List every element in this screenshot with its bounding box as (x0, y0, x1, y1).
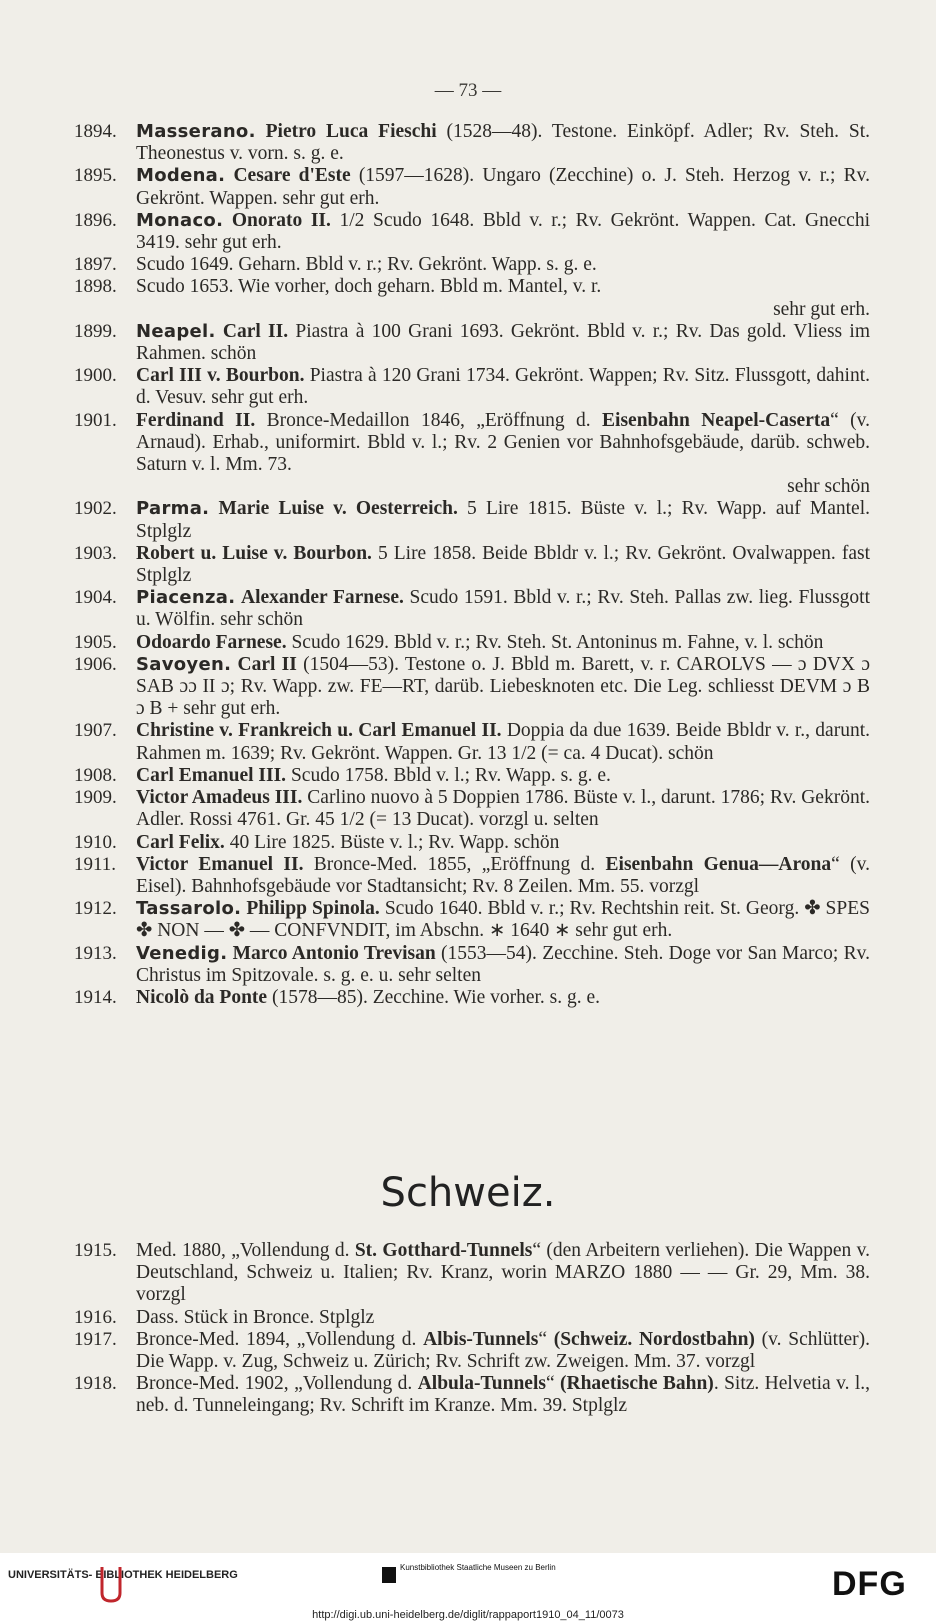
entry-fragment (223, 210, 232, 231)
catalog-entry (0, 276, 936, 320)
entry-number: 1894. (74, 121, 117, 142)
grade-note: sehr gut erh. (773, 298, 870, 320)
ruler-name: Marie Luise v. Oesterreich. (218, 498, 458, 520)
ruler-name: Alexander Farnese. (241, 587, 404, 609)
entry-fragment: Scudo 1649. Geharn. Bbld v. r.; Rv. Gekrönt. Wapp. s. g. e. (136, 254, 597, 276)
ruler-name: Pietro Luca Fieschi (265, 121, 437, 142)
entry-text (136, 765, 870, 787)
catalog-entry (0, 1373, 936, 1417)
entry-text (136, 654, 870, 721)
ruler-name: Victor Amadeus III. (136, 787, 303, 809)
entry-text (136, 832, 870, 854)
entry-number: 1900. (74, 365, 117, 387)
entry-text (136, 1373, 870, 1417)
catalog-entry (0, 898, 936, 942)
ruler-name: Nicolò da Ponte (136, 986, 268, 1008)
entry-fragment: Bronce-Med. 1855, „Eröffnung d. (303, 853, 606, 875)
ruler-name: Ferdinand II. (136, 409, 256, 431)
entry-fragment: (1597—1628). Ungaro (Zecchine) o. J. Steh. Herzog v. r.; Rv. Gekrönt. Wappen. sehr gut erh. (136, 165, 871, 209)
ruler-name: (Rhaetische Bahn) (560, 1373, 714, 1395)
catalog-entries-schweiz (0, 1240, 936, 1418)
ruler-name: Victor Emanuel II. (136, 853, 304, 875)
entry-text (136, 587, 870, 631)
catalog-entries (0, 121, 936, 1009)
source-url[interactable]: http://digi.ub.uni-heidelberg.de/diglit/rappaport1910_04_11/0073 (312, 1609, 624, 1621)
entry-text (136, 987, 870, 1009)
ruler-name: St. Gotthard-Tunnels (354, 1240, 533, 1261)
entry-fragment: Scudo 1640. Bbld v. r.; Rv. Rechtshin reit. St. Georg. ✤ SPES ✤ NON — ✤ — CONFVNDIT, im Abschn. ∗ 1640 ∗ sehr gut erh. (136, 898, 871, 942)
ruler-name: Robert u. Luise v. Bourbon. (136, 542, 372, 564)
entry-number: 1907. (74, 720, 117, 742)
entry-fragment: 5 Lire 1858. Beide Bbldr v. l.; Rv. Gekrönt. Ovalwappen. fast Stplglz (136, 542, 870, 587)
entry-number: 1895. (74, 165, 117, 187)
entry-number: 1915. (74, 1240, 117, 1261)
entry-fragment (256, 121, 266, 142)
entry-text (136, 720, 870, 764)
place-name: Modena. (136, 165, 226, 187)
entry-fragment: “ (v. Eisel). Bahnhofsgebäude vor Stadtansicht; Rv. 8 Zeilen. Mm. 55. vorzgl (136, 853, 870, 897)
entry-fragment: Piastra à 120 Grani 1734. Gekrönt. Wappen; Rv. Sitz. Flussgott, dahint. d. Vesuv. sehr gut erh. (136, 365, 870, 409)
university-mark-icon (96, 1563, 126, 1603)
entry-fragment: Bronce-Medaillon 1846, „Eröffnung d. (255, 409, 603, 431)
entry-text (136, 1307, 870, 1329)
ruler-name: (Schweiz. Nordostbahn) (553, 1328, 755, 1350)
entry-number: 1909. (74, 787, 117, 809)
ruler-name: Onorato II. (231, 209, 331, 231)
entry-fragment: 1/2 Scudo 1648. Bbld v. r.; Rv. Gekrönt. Wappen. Cat. Gnecchi 3419. sehr gut erh. (136, 209, 870, 254)
catalog-entry (0, 165, 936, 209)
ruler-name: Carl Emanuel III. (136, 764, 287, 786)
entry-number: 1902. (74, 498, 117, 520)
entry-text (136, 165, 870, 209)
ruler-name: Carl II. (222, 320, 289, 342)
catalog-entry (0, 654, 936, 721)
place-name: Masserano. (136, 121, 256, 142)
entry-fragment: . Sitz. Helvetia v. l., neb. d. Tunneleingang; Rv. Schrift im Kranze. Mm. 39. Stplglz (136, 1373, 871, 1417)
entry-fragment: 40 Lire 1825. Büste v. l.; Rv. Wapp. schön (224, 831, 560, 853)
catalog-entry (0, 498, 936, 542)
entry-fragment: Doppia da due 1639. Beide Bbldr v. r., darunt. Rahmen m. 1639; Rv. Gekrönt. Wappen. Gr. 13 1/2 (= ca. 4 Ducat). schön (136, 720, 871, 764)
catalog-entry (0, 943, 936, 987)
catalog-entry (0, 854, 936, 898)
entry-fragment: Carlino nuovo à 5 Doppien 1786. Büste v. l., darunt. 1786; Rv. Gekrönt. Adler. Rossi 4761. Gr. 45 1/2 (= 13 Ducat). vorzgl u. selten (136, 787, 870, 831)
grade-note: sehr schön (787, 476, 870, 498)
place-name: Venedig. (136, 942, 228, 964)
entry-number: 1906. (74, 653, 117, 675)
entry-number: 1912. (74, 898, 117, 920)
catalog-entry (0, 832, 936, 854)
entry-fragment: (v. Schlütter). Die Wapp. v. Zug, Schweiz u. Zürich; Rv. Schrift zw. Zweigen. Mm. 37. vorzgl (136, 1328, 871, 1373)
entry-number: 1903. (74, 542, 117, 564)
ruler-name: Albula-Tunnels (417, 1373, 546, 1395)
entry-number: 1911. (74, 853, 117, 875)
entry-fragment: Piastra à 100 Grani 1693. Gekrönt. Bbld v. r.; Rv. Das gold. Vliess im Rahmen. schön (136, 320, 870, 365)
entry-fragment: Bronce-Med. 1902, „Vollendung d. (136, 1373, 418, 1395)
entry-number: 1908. (74, 764, 117, 786)
entry-fragment: 5 Lire 1815. Büste v. l.; Rv. Wapp. auf Mantel. Stplglz (136, 498, 870, 542)
place-name: Monaco. (136, 209, 224, 231)
place-name: Tassarolo. (136, 898, 242, 920)
entry-fragment: “ (545, 1373, 560, 1395)
entry-number: 1910. (74, 831, 117, 853)
university-library-logo: UNIVERSITÄTS- BIBLIOTHEK HEIDELBERG (8, 1569, 238, 1581)
entry-fragment: Scudo 1758. Bbld v. l.; Rv. Wapp. s. g. e. (286, 764, 611, 786)
entry-text (136, 787, 870, 831)
entry-fragment: (1528—48). Testone. Einköpf. Adler; Rv. Steh. St. Theonestus v. vorn. s. g. e. (136, 121, 870, 165)
entry-number: 1899. (74, 320, 117, 342)
catalog-entry (0, 121, 936, 165)
place-name: Piacenza. (136, 587, 236, 609)
entry-text (136, 254, 870, 276)
ruler-name: Eisenbahn Genua—Arona (605, 853, 832, 875)
ruler-name: Odoardo Farnese. (136, 631, 287, 653)
entry-fragment (216, 321, 223, 342)
ruler-name: Eisenbahn Neapel-Caserta (602, 409, 831, 431)
entry-fragment: Scudo 1653. Wie vorher, doch geharn. Bbld m. Mantel, v. r. (136, 276, 602, 298)
section-heading: Schweiz. (380, 1170, 556, 1216)
catalog-entry (0, 321, 936, 365)
entry-fragment: Med. 1880, „Vollendung d. (136, 1240, 355, 1261)
catalog-entry (0, 254, 936, 276)
kunstbibliothek-logo: Kunstbibliothek Staatliche Museen zu Berlin (400, 1563, 556, 1572)
page-number: — 73 — (434, 80, 502, 101)
entry-text (136, 321, 870, 365)
ruler-name: Christine v. Frankreich u. Carl Emanuel II. (136, 720, 502, 742)
entry-number: 1901. (74, 409, 117, 431)
entry-number: 1916. (74, 1306, 117, 1328)
entry-fragment: (1553—54). Zecchine. Steh. Doge vor San Marco; Rv. Christus im Spitzovale. s. g. e. u. sehr selten (136, 942, 870, 986)
dfg-logo: DFG (832, 1565, 907, 1603)
entry-text (136, 1329, 870, 1373)
entry-number: 1905. (74, 631, 117, 653)
catalog-entry (0, 1240, 936, 1307)
entry-fragment: Scudo 1591. Bbld v. r.; Rv. Steh. Pallas zw. lieg. Flussgott u. Wölfin. sehr schön (136, 587, 870, 631)
entry-text (136, 410, 870, 499)
entry-number: 1917. (74, 1328, 117, 1350)
entry-text (136, 365, 870, 409)
catalog-entry (0, 720, 936, 764)
catalog-entry (0, 1307, 936, 1329)
entry-number: 1918. (74, 1373, 117, 1395)
entry-text (136, 121, 870, 165)
catalog-entry (0, 787, 936, 831)
entry-text (136, 543, 870, 587)
entry-number: 1904. (74, 587, 117, 609)
catalog-entry (0, 1329, 936, 1373)
entry-text (136, 276, 870, 320)
place-name: Neapel. (136, 320, 216, 342)
entry-text (136, 210, 870, 254)
catalog-entry (0, 987, 936, 1009)
entry-number: 1897. (74, 254, 117, 276)
ruler-name: Cesare d'Este (233, 165, 351, 187)
entry-number: 1896. (74, 209, 117, 231)
entry-text (136, 943, 870, 987)
ruler-name: Albis-Tunnels (423, 1328, 539, 1350)
ruler-name: Marco Antonio Trevisan (232, 942, 436, 964)
entry-number: 1913. (74, 942, 117, 964)
entry-text (136, 898, 870, 942)
entry-number: 1898. (74, 276, 117, 298)
ruler-name: Philipp Spinola. (246, 898, 380, 920)
catalog-entry (0, 365, 936, 409)
catalog-entry (0, 632, 936, 654)
footer-bar (0, 1553, 936, 1623)
catalog-entry (0, 410, 936, 499)
catalog-entry (0, 210, 936, 254)
kunstbibliothek-mark-icon (382, 1567, 396, 1583)
entry-fragment: “ (den Arbeitern verliehen). Die Wappen v. Deutschland, Schweiz u. Italien; Rv. Kranz, worin MARZO 1880 — — Gr. 29, Mm. 38. vorzgl (136, 1240, 870, 1306)
entry-fragment: “ (v. Arnaud). Erhab., uniformirt. Bbld v. l.; Rv. 2 Genien vor Bahnhofsgebäude, darüb. schweb. Saturn v. l. Mm. 73. (136, 409, 871, 476)
entry-text (136, 632, 870, 654)
place-name: Savoyen. (136, 653, 232, 675)
catalog-entry (0, 587, 936, 631)
ruler-name: Carl II (237, 653, 297, 675)
ruler-name: Carl Felix. (136, 831, 225, 853)
ruler-name: Carl III v. Bourbon. (136, 365, 305, 387)
entry-fragment: (1504—53). Testone o. J. Bbld m. Barett, v. r. CAROLVS — ɔ DVX ɔ SAB ɔɔ II ɔ; Rv. Wapp. zw. FE—RT, darüb. Liebesknoten etc. Die Leg. schliesst DEVM ɔ B ɔ B + sehr gut erh. (136, 653, 871, 720)
entry-text (136, 1240, 870, 1307)
entry-number: 1914. (74, 986, 117, 1008)
entry-fragment: Bronce-Med. 1894, „Vollendung d. (136, 1328, 424, 1350)
entry-fragment: Scudo 1629. Bbld v. r.; Rv. Steh. St. Antoninus m. Fahne, v. l. schön (286, 631, 824, 653)
entry-fragment: (1578—85). Zecchine. Wie vorher. s. g. e. (267, 986, 601, 1008)
entry-fragment: “ (538, 1328, 554, 1350)
catalog-entry (0, 765, 936, 787)
entry-text (136, 498, 870, 542)
entry-fragment: Dass. Stück in Bronce. Stplglz (136, 1306, 375, 1328)
place-name: Parma. (136, 498, 210, 520)
catalog-entry (0, 543, 936, 587)
entry-text (136, 854, 870, 898)
